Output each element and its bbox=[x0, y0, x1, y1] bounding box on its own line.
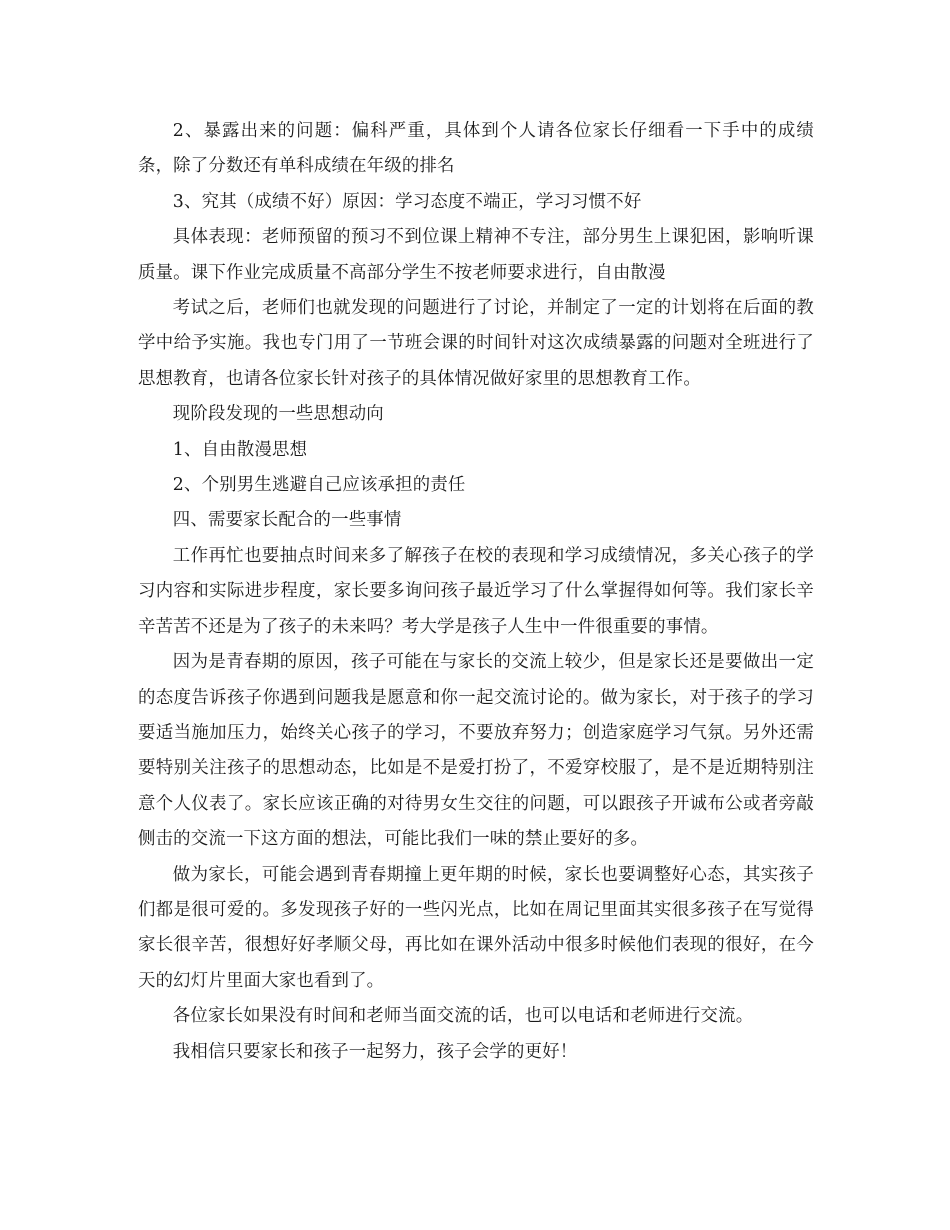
paragraph-busy-work: 工作再忙也要抽点时间来多了解孩子在校的表现和学习成绩情况，多关心孩子的学习内容和实际进步程度，家长要多询问孩子最近学习了什么掌握得如何等。我们家长辛辛苦苦不还是为了孩子的未来吗？考大学是孩子人生中一件很重要的事情。 bbox=[138, 545, 814, 637]
paragraph-closing: 我相信只要家长和孩子一起努力，孩子会学的更好！ bbox=[172, 1041, 578, 1062]
paragraph-adolescence: 因为是青春期的原因，孩子可能在与家长的交流上较少，但是家长还是要做出一定的态度告诉孩子你遇到问题我是愿意和你一起交流讨论的。做为家长，对于孩子的学习要适当施加压力，始终关心孩子的学习，不要放弃努力；创造家庭学习气氛。另外还需要特别关注孩子的思想动态，比如是不是爱打扮了，不爱穿校服了，是不是近期特别注意个人仪表了。家长应该正确的对待男女生交往的问题，可以跟孩子开诚布公或者旁敲侧击的交流一下这方面的想法，可能比我们一味的禁止要好的多。 bbox=[138, 652, 814, 850]
paragraph-after-exam: 考试之后，老师们也就发现的问题进行了讨论，并制定了一定的计划将在后面的教学中给予实施。我也专门用了一节班会课的时间针对这次成绩暴露的问题对全班进行了思想教育，也请各位家长针对孩子的具体情况做好家里的思想教育工作。 bbox=[138, 298, 814, 389]
document-body bbox=[138, 114, 814, 1070]
paragraph-trend-1: 1、自由散漫思想 bbox=[172, 439, 308, 460]
paragraph-thought-trends-heading: 现阶段发现的一些思想动向 bbox=[172, 404, 384, 425]
paragraph-trend-2: 2、个别男生逃避自己应该承担的责任 bbox=[172, 475, 466, 496]
paragraph-phone-contact: 各位家长如果没有时间和老师当面交流的话，也可以电话和老师进行交流。 bbox=[172, 1006, 754, 1027]
paragraph-specific-behaviors: 具体表现：老师预留的预习不到位课上精神不专注，部分男生上课犯困，影响听课质量。课下作业完成质量不高部分学生不按老师要求进行，自由散漫 bbox=[138, 227, 814, 283]
paragraph-problems-exposed: 2、暴露出来的问题：偏科严重，具体到个人请各位家长仔细看一下手中的成绩条，除了分数还有单科成绩在年级的排名 bbox=[138, 121, 814, 177]
section-heading-parent-cooperation: 四、需要家长配合的一些事情 bbox=[172, 510, 402, 531]
paragraph-causes: 3、究其（成绩不好）原因：学习态度不端正，学习习惯不好 bbox=[172, 191, 642, 212]
paragraph-as-parents: 做为家长，可能会遇到青春期撞上更年期的时候，家长也要调整好心态，其实孩子们都是很可爱的。多发现孩子好的一些闪光点，比如在周记里面其实很多孩子在写觉得家长很辛苦，很想好好孝顺父母，再比如在课外活动中很多时候他们表现的很好，在今天的幻灯片里面大家也看到了。 bbox=[138, 864, 814, 991]
